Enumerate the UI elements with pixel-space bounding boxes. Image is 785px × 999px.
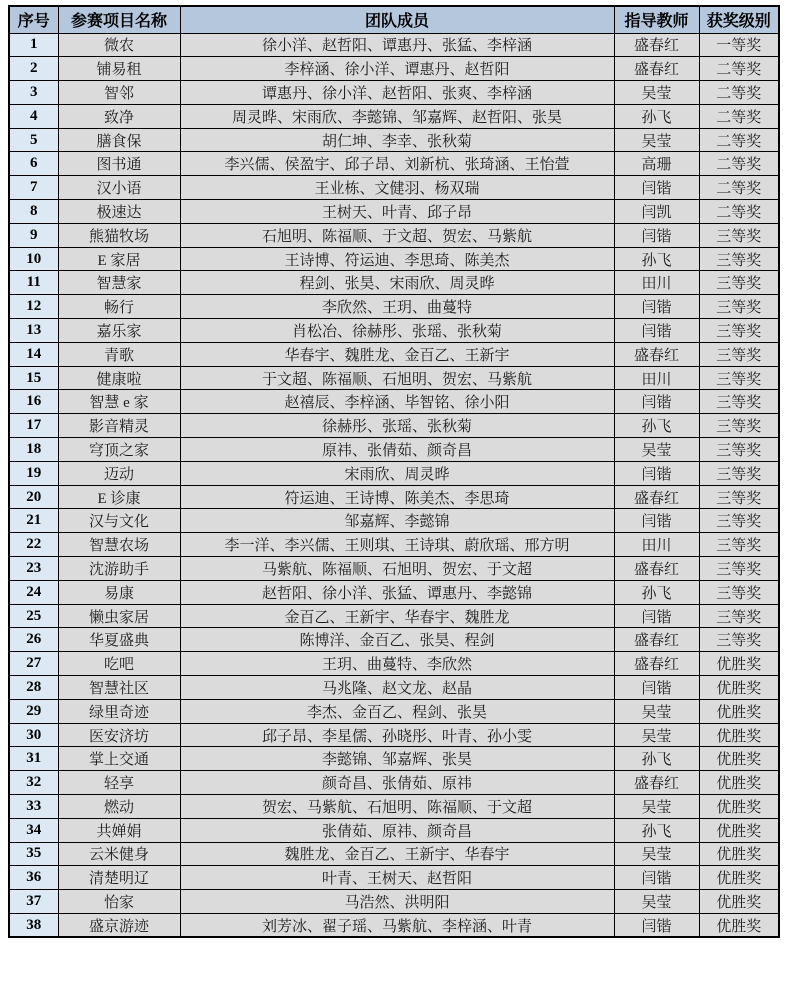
row-number-cell: 1 [9,33,58,57]
team-members-cell: 李懿锦、邹嘉辉、张昊 [180,747,614,771]
table-row [9,771,779,795]
advisor-cell: 盛春红 [614,33,699,57]
project-name-cell: 健康啦 [58,366,180,390]
award-level-cell: 三等奖 [699,533,779,557]
row-number-cell: 22 [9,533,58,557]
award-level-cell: 三等奖 [699,485,779,509]
row-number-cell: 33 [9,795,58,819]
team-members-cell: 原祎、张倩茹、颜奇昌 [180,438,614,462]
award-level-cell: 二等奖 [699,152,779,176]
header-award-level: 获奖级别 [699,6,779,33]
header-advisor: 指导教师 [614,6,699,33]
row-number-cell: 3 [9,81,58,105]
row-number-cell: 10 [9,247,58,271]
table-row [9,890,779,914]
team-members-cell: 宋雨欣、周灵晔 [180,461,614,485]
advisor-cell: 孙飞 [614,104,699,128]
team-members-cell: 王业栋、文健羽、杨双瑞 [180,176,614,200]
table-row [9,818,779,842]
advisor-cell: 盛春红 [614,485,699,509]
table-row [9,533,779,557]
award-level-cell: 三等奖 [699,438,779,462]
team-members-cell: 贺宏、马紫航、石旭明、陈福顺、于文超 [180,795,614,819]
row-number-cell: 38 [9,913,58,937]
team-members-cell: 王诗博、符运迪、李思琦、陈美杰 [180,247,614,271]
project-name-cell: 智慧 e 家 [58,390,180,414]
advisor-cell: 吴莹 [614,723,699,747]
team-members-cell: 李杰、金百乙、程剑、张昊 [180,699,614,723]
table-row [9,485,779,509]
project-name-cell: 畅行 [58,295,180,319]
team-members-cell: 肖松冶、徐赫彤、张瑶、张秋菊 [180,319,614,343]
header-index: 序号 [9,6,58,33]
award-level-cell: 三等奖 [699,580,779,604]
team-members-cell: 邱子昂、李星儒、孙晓彤、叶青、孙小雯 [180,723,614,747]
row-number-cell: 35 [9,842,58,866]
advisor-cell: 田川 [614,271,699,295]
advisor-cell: 盛春红 [614,57,699,81]
team-members-cell: 马兆隆、赵文龙、赵晶 [180,676,614,700]
team-members-cell: 徐小洋、赵哲阳、谭惠丹、张猛、李梓涵 [180,33,614,57]
row-number-cell: 19 [9,461,58,485]
project-name-cell: 智慧农场 [58,533,180,557]
team-members-cell: 叶青、王树天、赵哲阳 [180,866,614,890]
row-number-cell: 16 [9,390,58,414]
advisor-cell: 闫锴 [614,509,699,533]
team-members-cell: 刘芳冰、翟子瑶、马紫航、李梓涵、叶青 [180,913,614,937]
award-level-cell: 三等奖 [699,557,779,581]
award-level-cell: 三等奖 [699,604,779,628]
project-name-cell: 汉与文化 [58,509,180,533]
advisor-cell: 闫锴 [614,604,699,628]
project-name-cell: 清楚明辽 [58,866,180,890]
row-number-cell: 26 [9,628,58,652]
table-row [9,128,779,152]
table-row [9,176,779,200]
team-members-cell: 王树天、叶青、邱子昂 [180,200,614,224]
project-name-cell: 微农 [58,33,180,57]
table-row [9,842,779,866]
award-level-cell: 二等奖 [699,128,779,152]
row-number-cell: 24 [9,580,58,604]
project-name-cell: E 家居 [58,247,180,271]
award-level-cell: 三等奖 [699,295,779,319]
team-members-cell: 谭惠丹、徐小洋、赵哲阳、张爽、李梓涵 [180,81,614,105]
project-name-cell: 云米健身 [58,842,180,866]
project-name-cell: 嘉乐家 [58,319,180,343]
advisor-cell: 闫锴 [614,461,699,485]
table-row [9,913,779,937]
award-level-cell: 三等奖 [699,223,779,247]
row-number-cell: 36 [9,866,58,890]
team-members-cell: 邹嘉辉、李懿锦 [180,509,614,533]
award-level-cell: 三等奖 [699,414,779,438]
advisor-cell: 吴莹 [614,890,699,914]
award-level-cell: 优胜奖 [699,818,779,842]
project-name-cell: 盛京游迹 [58,913,180,937]
advisor-cell: 田川 [614,533,699,557]
project-name-cell: 青歌 [58,342,180,366]
table-row [9,699,779,723]
table-row [9,271,779,295]
table-row [9,723,779,747]
advisor-cell: 闫锴 [614,676,699,700]
table-row [9,652,779,676]
team-members-cell: 李一洋、李兴儒、王则琪、王诗琪、蔚欣瑶、邢方明 [180,533,614,557]
award-level-cell: 优胜奖 [699,723,779,747]
advisor-cell: 盛春红 [614,652,699,676]
advisor-cell: 高珊 [614,152,699,176]
table-row [9,509,779,533]
team-members-cell: 张倩茹、原祎、颜奇昌 [180,818,614,842]
advisor-cell: 吴莹 [614,795,699,819]
project-name-cell: E 诊康 [58,485,180,509]
advisor-cell: 闫锴 [614,295,699,319]
project-name-cell: 膳食保 [58,128,180,152]
table-row [9,628,779,652]
table-row [9,247,779,271]
table-header-row [9,6,779,33]
table-row [9,295,779,319]
table-row [9,152,779,176]
project-name-cell: 极速达 [58,200,180,224]
advisor-cell: 孙飞 [614,580,699,604]
award-level-cell: 优胜奖 [699,747,779,771]
advisor-cell: 盛春红 [614,342,699,366]
advisor-cell: 闫锴 [614,866,699,890]
project-name-cell: 铺易租 [58,57,180,81]
table-row [9,342,779,366]
row-number-cell: 13 [9,319,58,343]
project-name-cell: 共婵娟 [58,818,180,842]
project-name-cell: 致净 [58,104,180,128]
team-members-cell: 周灵晔、宋雨欣、李懿锦、邹嘉辉、赵哲阳、张昊 [180,104,614,128]
table-row [9,200,779,224]
project-name-cell: 医安济坊 [58,723,180,747]
table-row [9,557,779,581]
award-level-cell: 二等奖 [699,57,779,81]
award-level-cell: 三等奖 [699,366,779,390]
advisor-cell: 盛春红 [614,557,699,581]
row-number-cell: 7 [9,176,58,200]
advisor-cell: 吴莹 [614,842,699,866]
row-number-cell: 6 [9,152,58,176]
award-level-cell: 二等奖 [699,104,779,128]
award-level-cell: 二等奖 [699,200,779,224]
row-number-cell: 31 [9,747,58,771]
advisor-cell: 吴莹 [614,699,699,723]
project-name-cell: 熊猫牧场 [58,223,180,247]
table-row [9,223,779,247]
award-level-cell: 二等奖 [699,81,779,105]
row-number-cell: 4 [9,104,58,128]
advisor-cell: 闫锴 [614,390,699,414]
advisor-cell: 闫锴 [614,913,699,937]
award-level-cell: 优胜奖 [699,866,779,890]
table-row [9,390,779,414]
project-name-cell: 燃动 [58,795,180,819]
table-row [9,57,779,81]
row-number-cell: 34 [9,818,58,842]
project-name-cell: 智慧家 [58,271,180,295]
team-members-cell: 陈博洋、金百乙、张昊、程剑 [180,628,614,652]
row-number-cell: 20 [9,485,58,509]
award-level-cell: 优胜奖 [699,771,779,795]
project-name-cell: 智邻 [58,81,180,105]
row-number-cell: 2 [9,57,58,81]
row-number-cell: 8 [9,200,58,224]
team-members-cell: 马紫航、陈福顺、石旭明、贺宏、于文超 [180,557,614,581]
team-members-cell: 符运迪、王诗博、陈美杰、李思琦 [180,485,614,509]
advisor-cell: 盛春红 [614,771,699,795]
table-row [9,580,779,604]
row-number-cell: 12 [9,295,58,319]
row-number-cell: 14 [9,342,58,366]
advisor-cell: 吴莹 [614,81,699,105]
award-level-cell: 优胜奖 [699,913,779,937]
row-number-cell: 18 [9,438,58,462]
award-level-cell: 优胜奖 [699,795,779,819]
table-row [9,604,779,628]
award-level-cell: 三等奖 [699,461,779,485]
project-name-cell: 吃吧 [58,652,180,676]
team-members-cell: 徐赫彤、张瑶、张秋菊 [180,414,614,438]
award-level-cell: 优胜奖 [699,676,779,700]
row-number-cell: 37 [9,890,58,914]
advisor-cell: 孙飞 [614,818,699,842]
team-members-cell: 李欣然、王玥、曲蔓特 [180,295,614,319]
team-members-cell: 胡仁坤、李幸、张秋菊 [180,128,614,152]
team-members-cell: 马浩然、洪明阳 [180,890,614,914]
project-name-cell: 华夏盛典 [58,628,180,652]
project-name-cell: 易康 [58,580,180,604]
row-number-cell: 28 [9,676,58,700]
advisor-cell: 闫凯 [614,200,699,224]
award-level-cell: 优胜奖 [699,652,779,676]
table-row [9,414,779,438]
row-number-cell: 5 [9,128,58,152]
team-members-cell: 华春宇、魏胜龙、金百乙、王新宇 [180,342,614,366]
row-number-cell: 17 [9,414,58,438]
row-number-cell: 30 [9,723,58,747]
table-row [9,438,779,462]
table-row [9,366,779,390]
row-number-cell: 11 [9,271,58,295]
team-members-cell: 王玥、曲蔓特、李欣然 [180,652,614,676]
header-project: 参赛项目名称 [58,6,180,33]
table-row [9,33,779,57]
table-row [9,676,779,700]
advisor-cell: 闫锴 [614,176,699,200]
award-level-cell: 三等奖 [699,247,779,271]
project-name-cell: 掌上交通 [58,747,180,771]
advisor-cell: 孙飞 [614,247,699,271]
table-row [9,461,779,485]
header-members: 团队成员 [180,6,614,33]
team-members-cell: 李兴儒、侯盈宇、邱子昂、刘新杭、张琦涵、王怡萱 [180,152,614,176]
team-members-cell: 程剑、张昊、宋雨欣、周灵晔 [180,271,614,295]
advisor-cell: 闫锴 [614,223,699,247]
row-number-cell: 25 [9,604,58,628]
team-members-cell: 石旭明、陈福顺、于文超、贺宏、马紫航 [180,223,614,247]
advisor-cell: 吴莹 [614,438,699,462]
award-level-cell: 二等奖 [699,176,779,200]
team-members-cell: 赵哲阳、徐小洋、张猛、谭惠丹、李懿锦 [180,580,614,604]
award-level-cell: 三等奖 [699,342,779,366]
project-name-cell: 轻享 [58,771,180,795]
row-number-cell: 9 [9,223,58,247]
award-level-cell: 优胜奖 [699,890,779,914]
table-row [9,866,779,890]
award-level-cell: 优胜奖 [699,842,779,866]
award-level-cell: 三等奖 [699,271,779,295]
project-name-cell: 图书通 [58,152,180,176]
row-number-cell: 27 [9,652,58,676]
project-name-cell: 绿里奇迹 [58,699,180,723]
project-name-cell: 汉小语 [58,176,180,200]
project-name-cell: 影音精灵 [58,414,180,438]
row-number-cell: 15 [9,366,58,390]
team-members-cell: 金百乙、王新宇、华春宇、魏胜龙 [180,604,614,628]
award-level-cell: 三等奖 [699,390,779,414]
award-level-cell: 一等奖 [699,33,779,57]
advisor-cell: 田川 [614,366,699,390]
project-name-cell: 迈动 [58,461,180,485]
project-name-cell: 智慧社区 [58,676,180,700]
advisor-cell: 闫锴 [614,319,699,343]
table-row [9,81,779,105]
team-members-cell: 魏胜龙、金百乙、王新宇、华春宇 [180,842,614,866]
table-row [9,319,779,343]
team-members-cell: 颜奇昌、张倩茹、原祎 [180,771,614,795]
advisor-cell: 孙飞 [614,414,699,438]
advisor-cell: 孙飞 [614,747,699,771]
award-results-table [8,5,780,938]
project-name-cell: 穹顶之家 [58,438,180,462]
row-number-cell: 29 [9,699,58,723]
award-level-cell: 三等奖 [699,319,779,343]
row-number-cell: 32 [9,771,58,795]
table-row [9,747,779,771]
table-row [9,795,779,819]
award-level-cell: 三等奖 [699,628,779,652]
team-members-cell: 赵禧辰、李梓涵、毕智铭、徐小阳 [180,390,614,414]
table-row [9,104,779,128]
project-name-cell: 懒虫家居 [58,604,180,628]
project-name-cell: 怡家 [58,890,180,914]
advisor-cell: 盛春红 [614,628,699,652]
award-level-cell: 三等奖 [699,509,779,533]
team-members-cell: 李梓涵、徐小洋、谭惠丹、赵哲阳 [180,57,614,81]
advisor-cell: 吴莹 [614,128,699,152]
row-number-cell: 23 [9,557,58,581]
award-level-cell: 优胜奖 [699,699,779,723]
team-members-cell: 于文超、陈福顺、石旭明、贺宏、马紫航 [180,366,614,390]
row-number-cell: 21 [9,509,58,533]
project-name-cell: 沈游助手 [58,557,180,581]
